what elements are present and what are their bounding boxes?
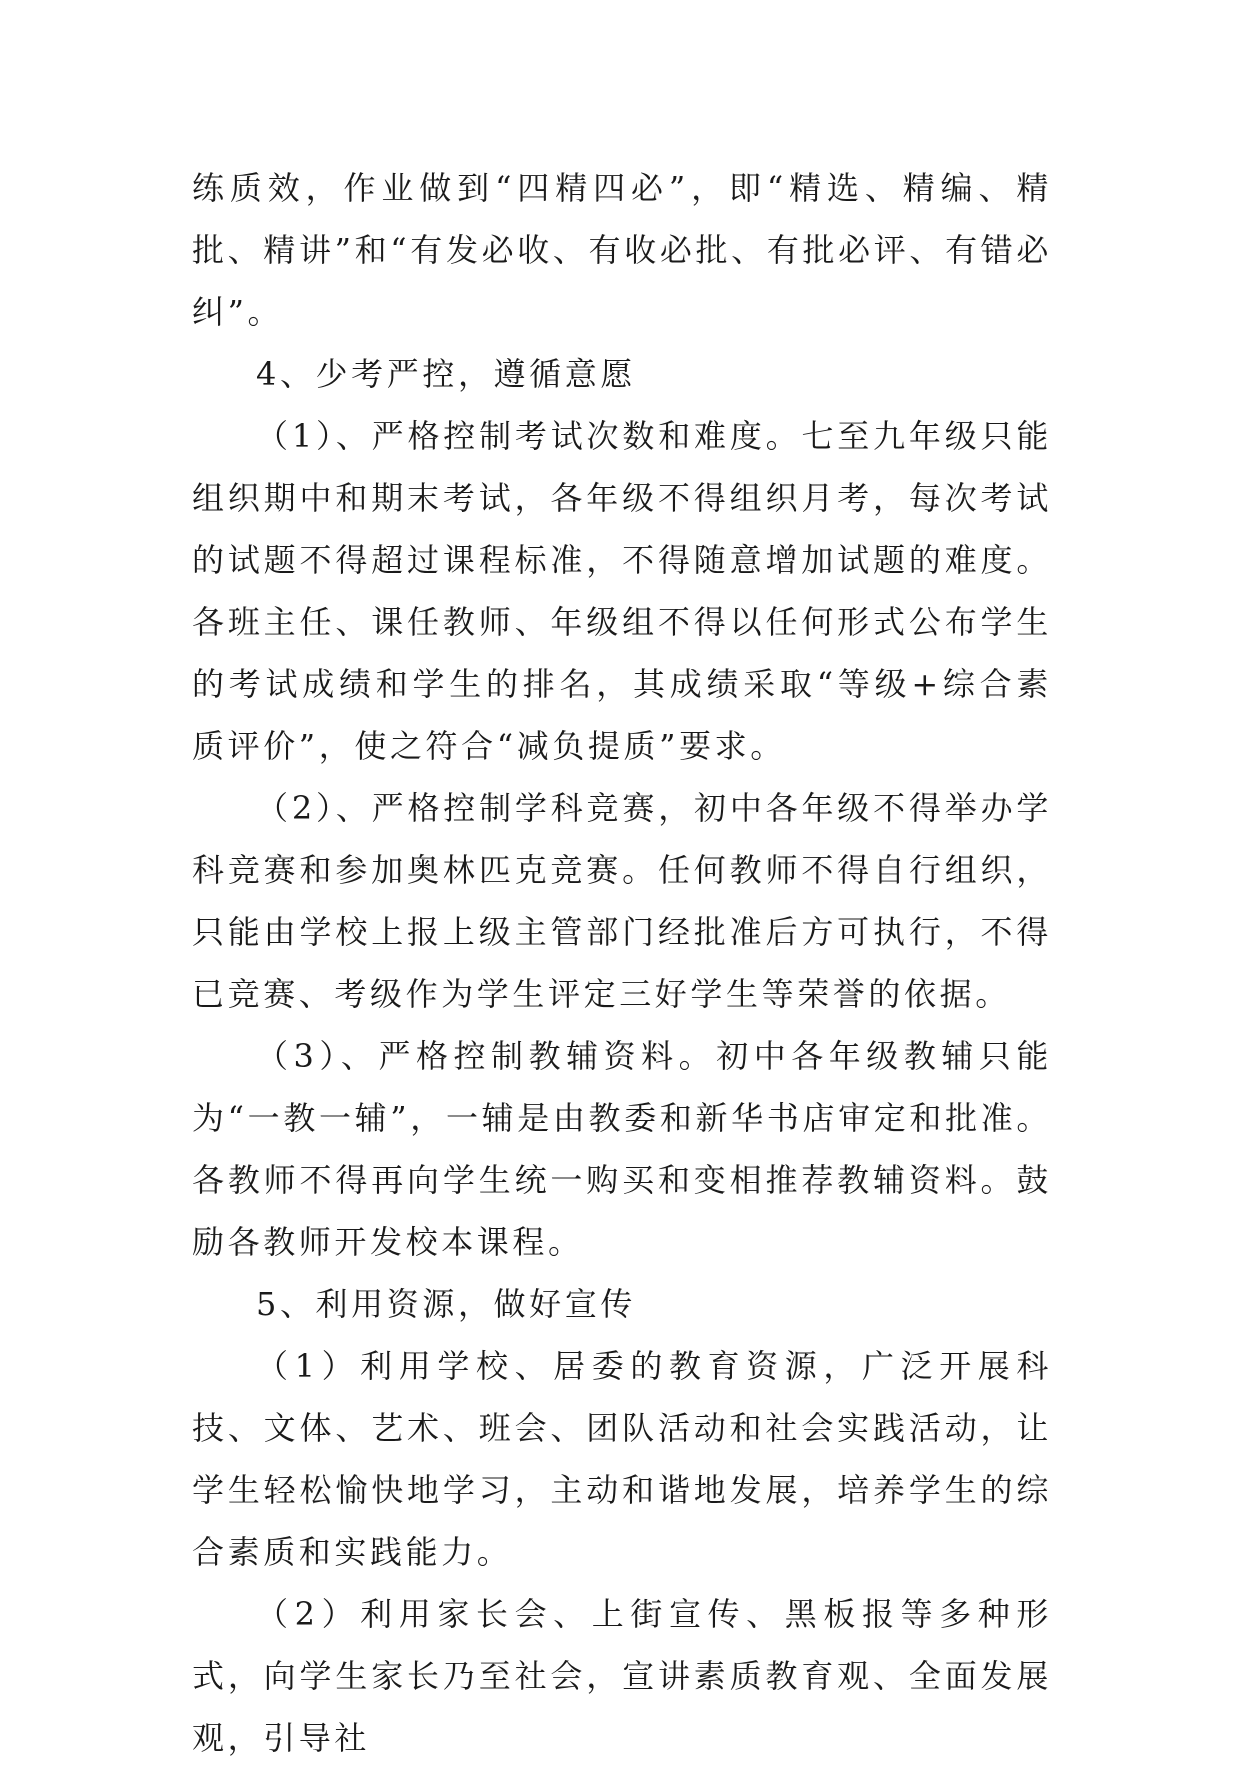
paragraph-4-3: （3）、严格控制教辅资料。初中各年级教辅只能为“一教一辅”，一辅是由教委和新华书店审定和批准。各教师不得再向学生统一购买和变相推荐教辅资料。鼓励各教师开发校本课程。 (192, 1037, 1052, 1261)
section-heading-5: 5、利用资源，做好宣传 (256, 1285, 636, 1323)
paragraph-continuation: 练质效，作业做到“四精四必”，即“精选、精编、精批、精讲”和“有发必收、有收必批、有批必评、有错必纠”。 (192, 169, 1052, 331)
document-body (192, 157, 1052, 1769)
paragraph-5-2: （2）利用家长会、上街宣传、黑板报等多种形式，向学生家长乃至社会，宣讲素质教育观、全面发展观，引导社 (192, 1595, 1052, 1757)
section-heading-4: 4、少考严控，遵循意愿 (256, 355, 636, 393)
paragraph-4-2: （2）、严格控制学科竞赛，初中各年级不得举办学科竞赛和参加奥林匹克竞赛。任何教师不得自行组织，只能由学校上报上级主管部门经批准后方可执行，不得已竞赛、考级作为学生评定三好学生等荣誉的依据。 (192, 789, 1052, 1013)
paragraph-5-1: （1）利用学校、居委的教育资源，广泛开展科技、文体、艺术、班会、团队活动和社会实践活动，让学生轻松愉快地学习，主动和谐地发展，培养学生的综合素质和实践能力。 (192, 1347, 1052, 1571)
paragraph-4-1: （1）、严格控制考试次数和难度。七至九年级只能组织期中和期末考试，各年级不得组织月考，每次考试的试题不得超过课程标准，不得随意增加试题的难度。各班主任、课任教师、年级组不得以任何形式公布学生的考试成绩和学生的排名，其成绩采取“等级+综合素质评价”，使之符合“减负提质”要求。 (192, 417, 1052, 765)
